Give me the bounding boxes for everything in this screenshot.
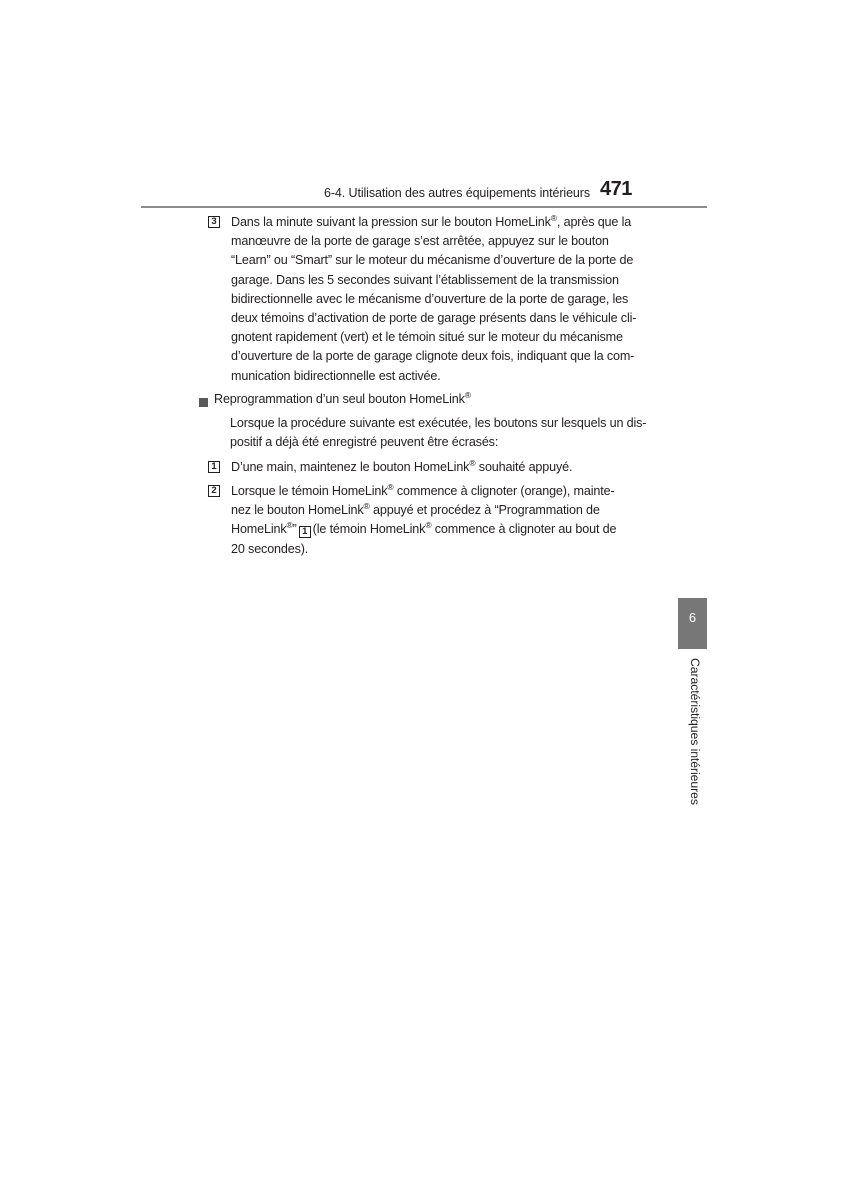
- intro-line: positif a déjà été enregistré peuvent être écrasés:: [230, 435, 499, 450]
- step-number-box-3: 3: [208, 216, 220, 228]
- step-1-text: D’une main, maintenez le bouton HomeLink® souhaité appuyé.: [231, 458, 573, 474]
- header-section-title: 6-4. Utilisation des autres équipements intérieurs: [324, 186, 590, 200]
- step-number-box-1: 1: [208, 461, 220, 473]
- step-2-line: HomeLink®” 1 (le témoin HomeLink® commence à clignoter au bout de: [231, 520, 617, 538]
- section-bullet-icon: [199, 398, 208, 407]
- intro-line: Lorsque la procédure suivante est exécutée, les boutons sur lesquels un dis-: [230, 416, 647, 430]
- step-3-line: deux témoins d’activation de porte de garage présents dans le véhicule cli-: [231, 311, 637, 326]
- step-3-line: “Learn” ou “Smart” sur le moteur du mécanisme d’ouverture de la porte de: [231, 253, 634, 268]
- step-3-line: manœuvre de la porte de garage s’est arrêtée, appuyez sur le bouton: [231, 234, 609, 249]
- step-number-box-2: 2: [208, 485, 220, 497]
- step-2-line: nez le bouton HomeLink® appuyé et procédez à “Programmation de: [231, 501, 600, 518]
- step-3-line: munication bidirectionnelle est activée.: [231, 368, 441, 383]
- step-3-line: d’ouverture de la porte de garage clignote deux fois, indiquant que la com-: [231, 349, 635, 364]
- step-2-line: Lorsque le témoin HomeLink® commence à clignoter (orange), mainte-: [231, 482, 615, 498]
- step-3-line: garage. Dans les 5 secondes suivant l’établissement de la transmission: [231, 272, 619, 287]
- chapter-side-label: Caractéristiques intérieures: [688, 658, 702, 805]
- section-intro: [230, 414, 659, 452]
- step-3-line: gnotent rapidement (vert) et le témoin situé sur le moteur du mécanisme: [231, 330, 623, 345]
- step-3-text: [231, 213, 659, 386]
- section-heading: Reprogrammation d’un seul bouton HomeLink®: [214, 390, 471, 406]
- step-reference-box-1: 1: [299, 526, 311, 538]
- step-2-line: 20 secondes).: [231, 541, 309, 556]
- step-3-line: bidirectionnelle avec le mécanisme d’ouverture de la porte de garage, les: [231, 291, 629, 306]
- page-number: 471: [600, 178, 632, 200]
- header-divider: [141, 206, 707, 208]
- step-2-text: [231, 482, 659, 559]
- chapter-tab: 6: [678, 598, 707, 649]
- step-3-line: Dans la minute suivant la pression sur le bouton HomeLink®, après que la: [231, 213, 632, 229]
